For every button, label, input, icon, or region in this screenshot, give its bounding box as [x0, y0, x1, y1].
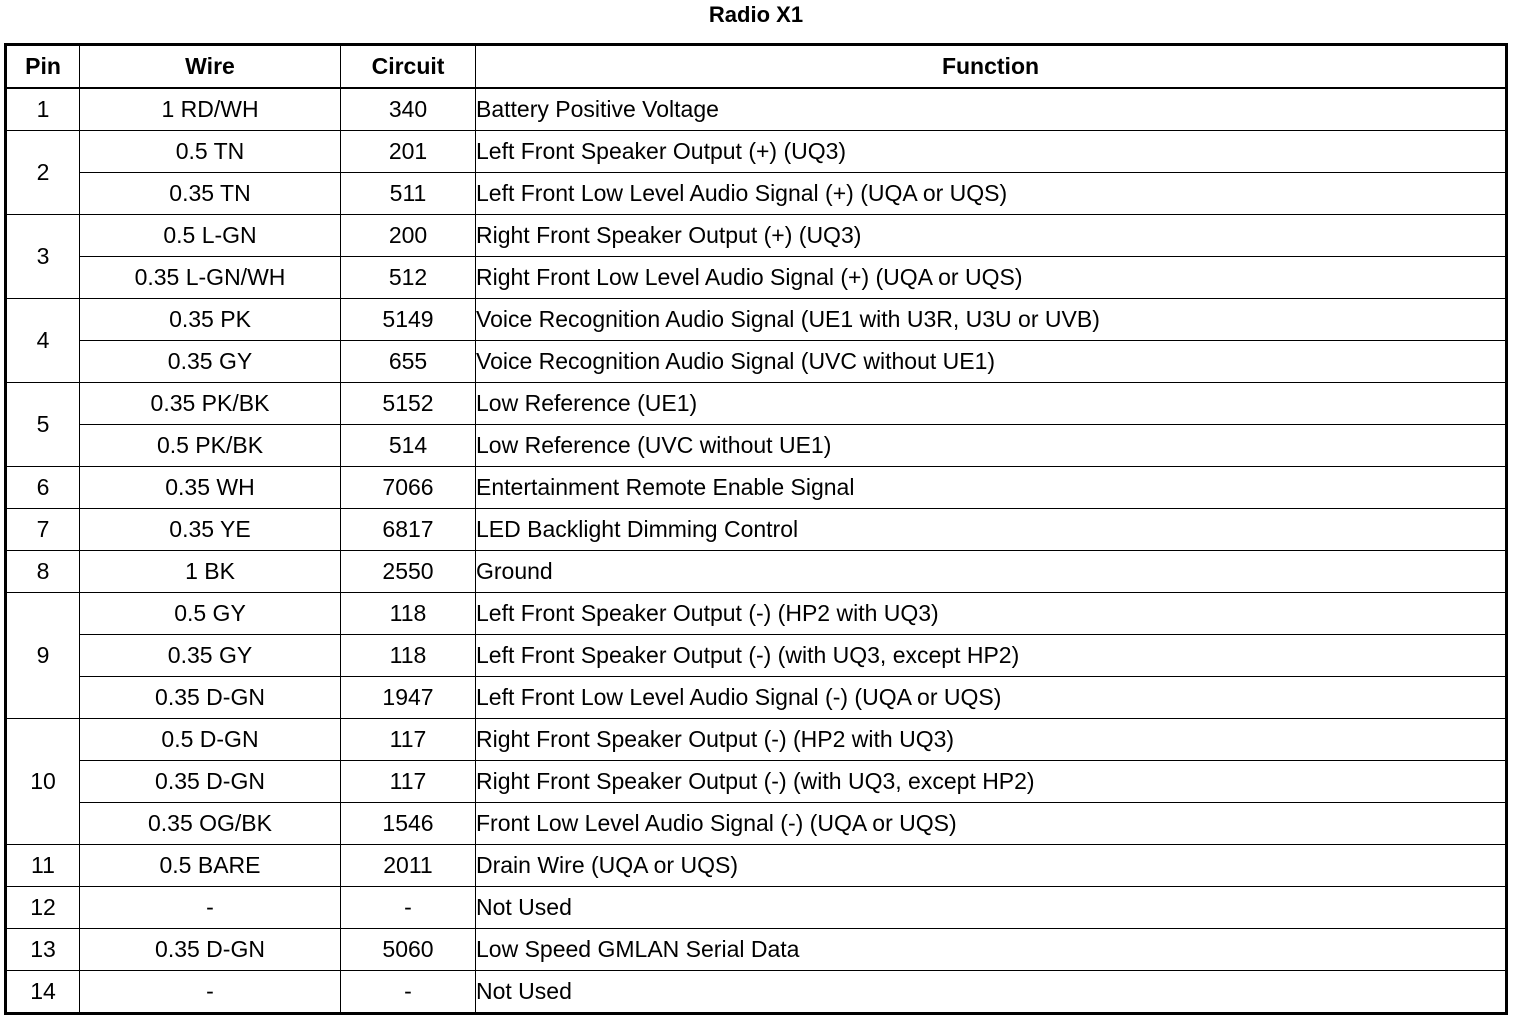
circuit-cell: - [341, 887, 476, 929]
table-title: Radio X1 [708, 2, 804, 27]
pin-cell: 8 [6, 551, 80, 593]
circuit-cell: 511 [341, 173, 476, 215]
circuit-cell: 7066 [341, 467, 476, 509]
function-cell: Not Used [476, 887, 1507, 929]
table-row [6, 509, 1507, 551]
table-row [6, 971, 1507, 1014]
function-cell: Left Front Speaker Output (-) (HP2 with UQ3) [476, 593, 1507, 635]
table-row [6, 257, 1507, 299]
circuit-cell: 655 [341, 341, 476, 383]
table-row [6, 88, 1507, 131]
table-row [6, 341, 1507, 383]
table-body [6, 88, 1507, 1014]
connector-pinout-table [4, 43, 1508, 1015]
circuit-cell: 5152 [341, 383, 476, 425]
function-cell: Right Front Low Level Audio Signal (+) (UQA or UQS) [476, 257, 1507, 299]
wire-cell: 0.35 PK [80, 299, 341, 341]
wire-cell: 1 BK [80, 551, 341, 593]
wire-cell: 0.35 D-GN [80, 677, 341, 719]
table-row [6, 887, 1507, 929]
wire-cell: 0.5 BARE [80, 845, 341, 887]
header-row [6, 45, 1507, 89]
circuit-cell: 5060 [341, 929, 476, 971]
circuit-cell: 340 [341, 88, 476, 131]
wire-cell: 0.5 D-GN [80, 719, 341, 761]
function-cell: Right Front Speaker Output (-) (with UQ3, except HP2) [476, 761, 1507, 803]
wire-cell: 0.35 TN [80, 173, 341, 215]
circuit-cell: 117 [341, 761, 476, 803]
function-cell: Low Reference (UE1) [476, 383, 1507, 425]
pin-cell: 3 [6, 215, 80, 299]
wire-cell: 0.35 OG/BK [80, 803, 341, 845]
circuit-cell: 514 [341, 425, 476, 467]
wire-cell: - [80, 887, 341, 929]
table-row [6, 635, 1507, 677]
pin-cell: 10 [6, 719, 80, 845]
table-row [6, 845, 1507, 887]
function-cell: Left Front Speaker Output (+) (UQ3) [476, 131, 1507, 173]
circuit-cell: 512 [341, 257, 476, 299]
table-row [6, 929, 1507, 971]
header-wire: Wire [80, 45, 341, 89]
wire-cell: 0.35 D-GN [80, 761, 341, 803]
function-cell: Front Low Level Audio Signal (-) (UQA or UQS) [476, 803, 1507, 845]
function-cell: Voice Recognition Audio Signal (UVC without UE1) [476, 341, 1507, 383]
function-cell: Left Front Low Level Audio Signal (-) (UQA or UQS) [476, 677, 1507, 719]
pin-cell: 9 [6, 593, 80, 719]
wire-cell: 0.35 YE [80, 509, 341, 551]
pin-cell: 14 [6, 971, 80, 1014]
pin-cell: 12 [6, 887, 80, 929]
table-row [6, 173, 1507, 215]
pin-cell: 13 [6, 929, 80, 971]
function-cell: Low Reference (UVC without UE1) [476, 425, 1507, 467]
function-cell: Low Speed GMLAN Serial Data [476, 929, 1507, 971]
pin-cell: 5 [6, 383, 80, 467]
circuit-cell: 118 [341, 593, 476, 635]
table-row [6, 551, 1507, 593]
table-row [6, 677, 1507, 719]
table-row [6, 467, 1507, 509]
function-cell: Ground [476, 551, 1507, 593]
table-row [6, 425, 1507, 467]
wire-cell: 0.35 GY [80, 341, 341, 383]
function-cell: Right Front Speaker Output (-) (HP2 with UQ3) [476, 719, 1507, 761]
circuit-cell: 200 [341, 215, 476, 257]
function-cell: Entertainment Remote Enable Signal [476, 467, 1507, 509]
function-cell: Drain Wire (UQA or UQS) [476, 845, 1507, 887]
pin-cell: 7 [6, 509, 80, 551]
circuit-cell: 2550 [341, 551, 476, 593]
pin-cell: 6 [6, 467, 80, 509]
header-pin: Pin [6, 45, 80, 89]
table-row [6, 215, 1507, 257]
table-row [6, 131, 1507, 173]
table-header [6, 45, 1507, 89]
table-row [6, 593, 1507, 635]
wire-cell: 0.35 L-GN/WH [80, 257, 341, 299]
wire-cell: 0.5 TN [80, 131, 341, 173]
circuit-cell: 117 [341, 719, 476, 761]
function-cell: Left Front Speaker Output (-) (with UQ3, except HP2) [476, 635, 1507, 677]
wire-cell: 0.35 D-GN [80, 929, 341, 971]
wire-cell: - [80, 971, 341, 1014]
pin-cell: 1 [6, 88, 80, 131]
circuit-cell: 118 [341, 635, 476, 677]
function-cell: Left Front Low Level Audio Signal (+) (UQA or UQS) [476, 173, 1507, 215]
function-cell: Not Used [476, 971, 1507, 1014]
header-circuit: Circuit [341, 45, 476, 89]
table-row [6, 803, 1507, 845]
table-row [6, 719, 1507, 761]
wire-cell: 0.35 WH [80, 467, 341, 509]
circuit-cell: 2011 [341, 845, 476, 887]
table-row [6, 383, 1507, 425]
circuit-cell: 1546 [341, 803, 476, 845]
circuit-cell: 1947 [341, 677, 476, 719]
pin-cell: 4 [6, 299, 80, 383]
pin-cell: 2 [6, 131, 80, 215]
function-cell: Battery Positive Voltage [476, 88, 1507, 131]
pin-cell: 11 [6, 845, 80, 887]
circuit-cell: - [341, 971, 476, 1014]
table-row [6, 299, 1507, 341]
wire-cell: 0.5 GY [80, 593, 341, 635]
wire-cell: 0.35 GY [80, 635, 341, 677]
wire-cell: 0.35 PK/BK [80, 383, 341, 425]
table-row [6, 761, 1507, 803]
circuit-cell: 5149 [341, 299, 476, 341]
circuit-cell: 6817 [341, 509, 476, 551]
wire-cell: 1 RD/WH [80, 88, 341, 131]
circuit-cell: 201 [341, 131, 476, 173]
header-function: Function [476, 45, 1507, 89]
wire-cell: 0.5 L-GN [80, 215, 341, 257]
function-cell: Voice Recognition Audio Signal (UE1 with U3R, U3U or UVB) [476, 299, 1507, 341]
function-cell: Right Front Speaker Output (+) (UQ3) [476, 215, 1507, 257]
function-cell: LED Backlight Dimming Control [476, 509, 1507, 551]
wire-cell: 0.5 PK/BK [80, 425, 341, 467]
